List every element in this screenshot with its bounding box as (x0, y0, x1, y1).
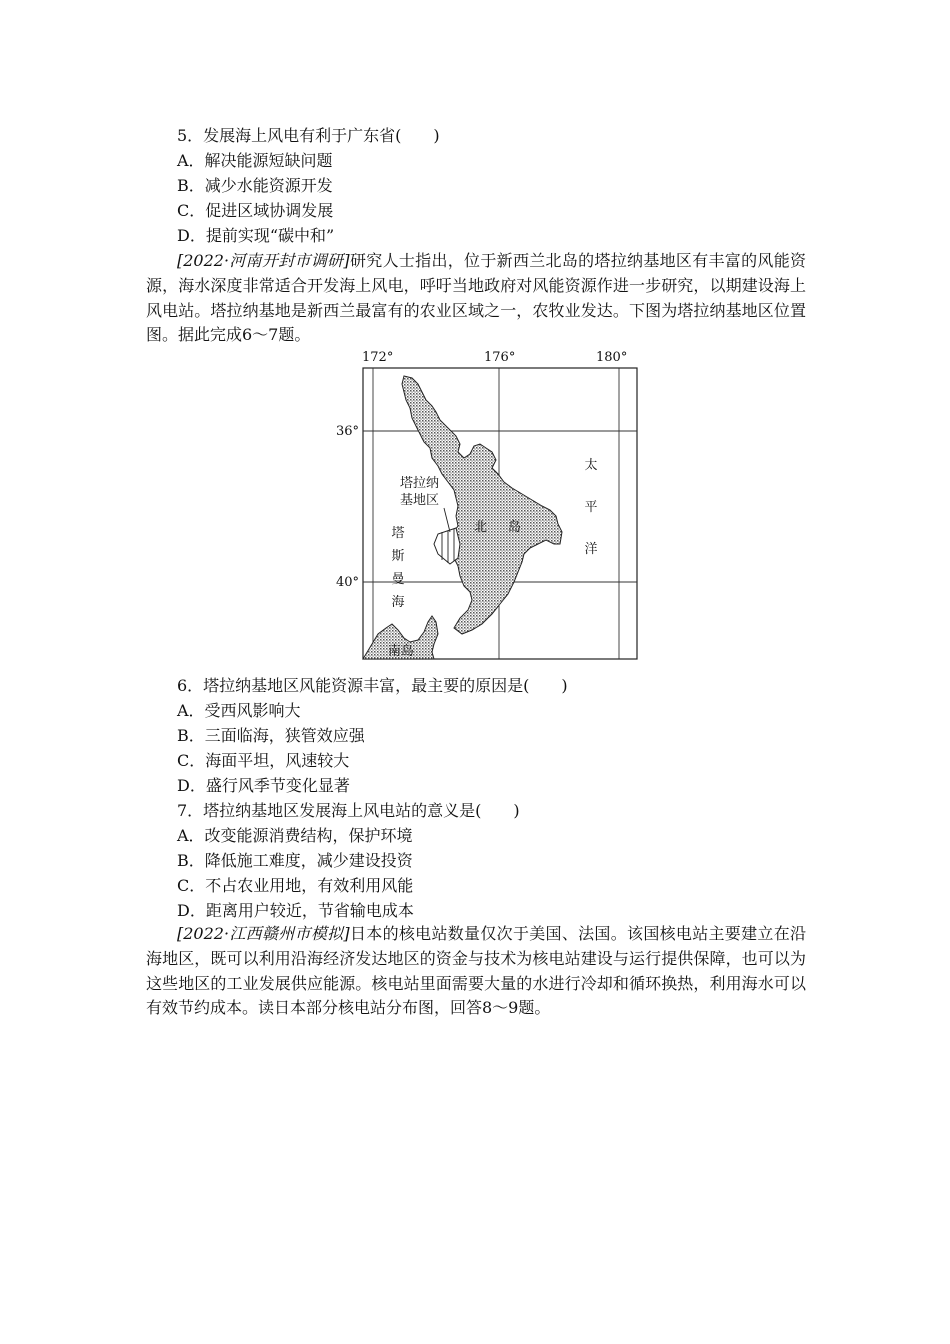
q5-option-a: A．解决能源短缺问题 (177, 151, 333, 170)
taranaki-label-line1: 塔拉纳 (400, 476, 440, 491)
q6-option-b: B．三面临海，狭管效应强 (177, 726, 365, 745)
q6-stem: 6．塔拉纳基地区风能资源丰富，最主要的原因是( ) (177, 676, 568, 695)
lat-label-36: 36° (336, 424, 360, 439)
q5-option-b: B．减少水能资源开发 (177, 176, 333, 195)
q6-option-d: D．盛行风季节变化显著 (177, 776, 350, 795)
q5-stem: 5．发展海上风电有利于广东省( ) (177, 126, 440, 145)
q5-option-c: C．促进区域协调发展 (177, 201, 334, 220)
taranaki-label-line2: 基地区 (400, 493, 440, 508)
lat-label-40: 40° (336, 575, 360, 590)
pacific-ocean-char-3: 洋 (584, 542, 598, 557)
q7-option-b: B．降低施工难度，减少建设投资 (177, 851, 413, 870)
intro-2-text: 日本的核电站数量仅次于美国、法国。该国核电站主要建立在沿海地区，既可以利用沿海经济发达地区的资金与技术为核电站建设与运行提供保障，也可以为这些地区的工业发展供应能源。核电站里面需要大量的水进行冷却和循环换热，利用海水可以有效节约成本。读日本部分核电站分布图，回答8～9题。 (146, 924, 806, 1018)
q6-option-a: A．受西风影响大 (177, 701, 301, 720)
q7-option-d: D．距离用户较近，节省输电成本 (177, 901, 414, 920)
lon-label-172: 172° (362, 350, 394, 365)
north-island-label-1: 北 (474, 520, 488, 535)
q7-option-a: A．改变能源消费结构，保护环境 (177, 826, 413, 845)
intro-paragraph-1 (146, 249, 806, 348)
south-island-label: 南岛 (388, 644, 415, 659)
tasman-sea-char-2: 斯 (391, 549, 405, 564)
pacific-ocean-char-1: 太 (584, 458, 598, 473)
pacific-ocean-char-2: 平 (584, 500, 598, 515)
intro-paragraph-2 (146, 922, 806, 1021)
q6-option-c: C．海面平坦，风速较大 (177, 751, 350, 770)
intro-1-text: 研究人士指出，位于新西兰北岛的塔拉纳基地区有丰富的风能资源，海水深度非常适合开发海上风电，呼吁当地政府对风能资源作进一步研究，以期建设海上风电站。塔拉纳基地是新西兰最富有的农业区域之一，农牧业发达。下图为塔拉纳基地区位置图。据此完成6～7题。 (146, 251, 806, 345)
lon-label-180: 180° (596, 350, 628, 365)
tasman-sea-char-4: 海 (391, 595, 405, 610)
taranaki-location-map (332, 348, 642, 663)
q7-option-c: C．不占农业用地，有效利用风能 (177, 876, 414, 895)
lon-label-176: 176° (484, 350, 516, 365)
q7-stem: 7．塔拉纳基地区发展海上风电站的意义是( ) (177, 801, 520, 820)
tasman-sea-char-3: 曼 (391, 572, 405, 587)
intro-1-source: [2022·河南开封市调研] (177, 251, 350, 270)
taranaki-region-shape (434, 528, 460, 564)
tasman-sea-char-1: 塔 (391, 526, 405, 541)
q5-option-d: D．提前实现“碳中和” (177, 226, 335, 245)
intro-2-source: [2022·江西赣州市模拟] (177, 924, 350, 943)
north-island-label-2: 岛 (508, 520, 522, 535)
